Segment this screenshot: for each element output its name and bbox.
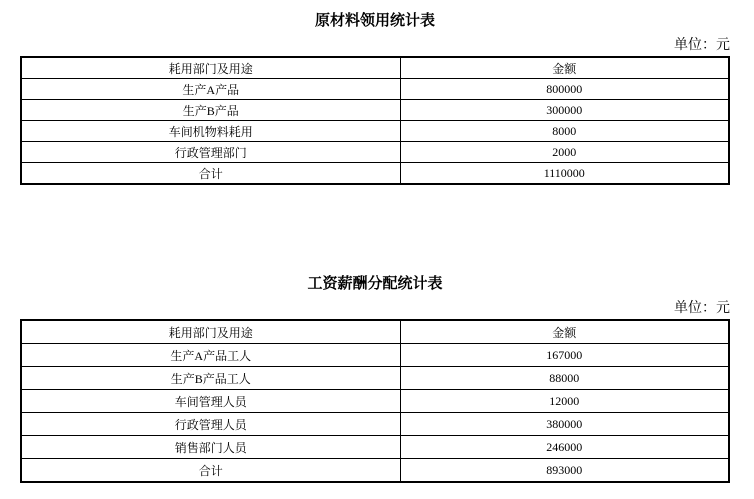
- header-row: [21, 57, 729, 79]
- department-cell: 生产A产品工人: [21, 344, 400, 367]
- total-row: [21, 163, 729, 185]
- total-amount-cell: 893000: [400, 459, 729, 483]
- salary-table-title: 工资薪酬分配统计表: [307, 276, 443, 292]
- table-row: [21, 390, 729, 413]
- unit-label: 单位：元: [674, 301, 730, 316]
- amount-cell: 2000: [400, 142, 729, 163]
- header-cell-amount: 金额: [400, 320, 729, 344]
- materials-usage-section: [20, 12, 730, 185]
- amount-cell: 246000: [400, 436, 729, 459]
- materials-table-title: 原材料领用统计表: [314, 13, 435, 29]
- total-label-cell: 合计: [21, 163, 400, 185]
- amount-cell: 167000: [400, 344, 729, 367]
- department-cell: 车间机物料耗用: [21, 121, 400, 142]
- header-cell-department: 耗用部门及用途: [21, 320, 400, 344]
- header-row: [21, 320, 729, 344]
- table-row: [21, 436, 729, 459]
- amount-cell: 8000: [400, 121, 729, 142]
- department-cell: 车间管理人员: [21, 390, 400, 413]
- amount-cell: 88000: [400, 367, 729, 390]
- amount-cell: 800000: [400, 79, 729, 100]
- total-row: [21, 459, 729, 483]
- salary-allocation-section: [20, 275, 730, 483]
- table-row: [21, 413, 729, 436]
- department-cell: 销售部门人员: [21, 436, 400, 459]
- table-row: [21, 121, 729, 142]
- department-cell: 行政管理人员: [21, 413, 400, 436]
- department-cell: 生产B产品工人: [21, 367, 400, 390]
- department-cell: 生产A产品: [21, 79, 400, 100]
- table-row: [21, 344, 729, 367]
- salary-allocation-table: [20, 319, 730, 483]
- unit-label: 单位：元: [674, 38, 730, 53]
- header-cell-department: 耗用部门及用途: [21, 57, 400, 79]
- table-row: [21, 142, 729, 163]
- department-cell: 行政管理部门: [21, 142, 400, 163]
- total-label-cell: 合计: [21, 459, 400, 483]
- materials-usage-table: [20, 56, 730, 185]
- amount-cell: 380000: [400, 413, 729, 436]
- total-amount-cell: 1110000: [400, 163, 729, 185]
- amount-cell: 300000: [400, 100, 729, 121]
- table-row: [21, 367, 729, 390]
- department-cell: 生产B产品: [21, 100, 400, 121]
- header-cell-amount: 金额: [400, 57, 729, 79]
- table-row: [21, 100, 729, 121]
- amount-cell: 12000: [400, 390, 729, 413]
- table-row: [21, 79, 729, 100]
